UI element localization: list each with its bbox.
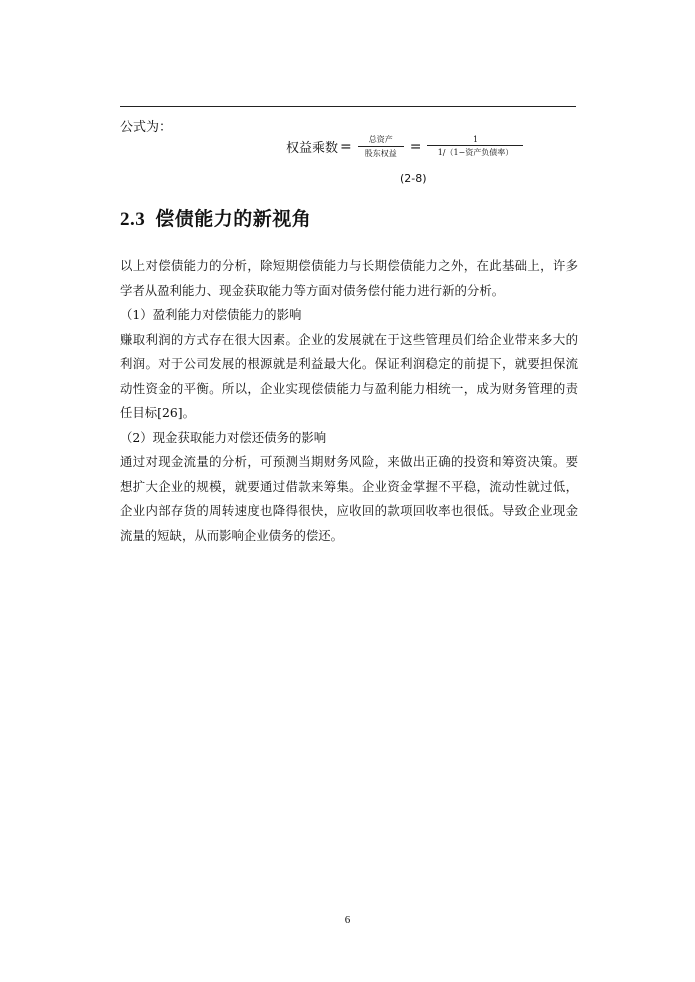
fraction-assets-equity xyxy=(358,134,404,159)
fraction-denominator: 股东权益 xyxy=(364,149,397,158)
fraction-denominator-2: 1/（1−资产负债率） xyxy=(437,148,514,157)
page-number: 6 xyxy=(344,914,351,926)
body-text xyxy=(120,254,578,548)
formula-intro: 公式为： xyxy=(120,120,173,135)
section-title: 偿债能力的新视角 xyxy=(155,208,312,230)
equals-sign: = xyxy=(340,138,352,155)
section-heading xyxy=(120,204,311,231)
formula-lhs: 权益乘数 xyxy=(286,141,339,156)
section-number: 2.3 xyxy=(120,209,146,230)
paragraph-cash: 通过对现金流量的分析，可预测当期财务风险，来做出正确的投资和筹资决策。要想扩大企业的规模，就要通过借款来筹集。企业资金掌握不平稳，流动性就过低，企业内部存货的周转速度也降得很快，应收回的款项回收率也很低。导致企业现金流量的短缺，从而影响企业债务的偿还。 xyxy=(120,454,578,543)
formula-number: (2-8) xyxy=(400,172,427,185)
equity-multiplier-formula xyxy=(286,134,527,159)
paragraph-intro: 以上对偿债能力的分析，除短期偿债能力与长期偿债能力之外，在此基础上，许多学者从盈利能力、现金获取能力等方面对债务偿付能力进行新的分析。 xyxy=(120,258,578,298)
subheading-profitability: （1）盈利能力对偿债能力的影响 xyxy=(120,307,302,322)
header-rule xyxy=(120,106,576,107)
subheading-cash: （2）现金获取能力对偿还债务的影响 xyxy=(120,429,327,445)
paragraph-profitability: 赚取利润的方式存在很大因素。企业的发展就在于这些管理员们给企业带来多大的利润。对于公司发展的根源就是利益最大化。保证利润稳定的前提下，就要担保流动性资金的平衡。所以，企业实现偿债能力与盈利能力相统一，成为财务管理的责任目标[26]。 xyxy=(120,331,578,420)
fraction-debt-ratio xyxy=(427,135,523,158)
fraction-numerator: 总资产 xyxy=(368,135,393,144)
equals-sign-2: = xyxy=(409,138,422,155)
fraction-numerator-2: 1 xyxy=(472,135,479,144)
